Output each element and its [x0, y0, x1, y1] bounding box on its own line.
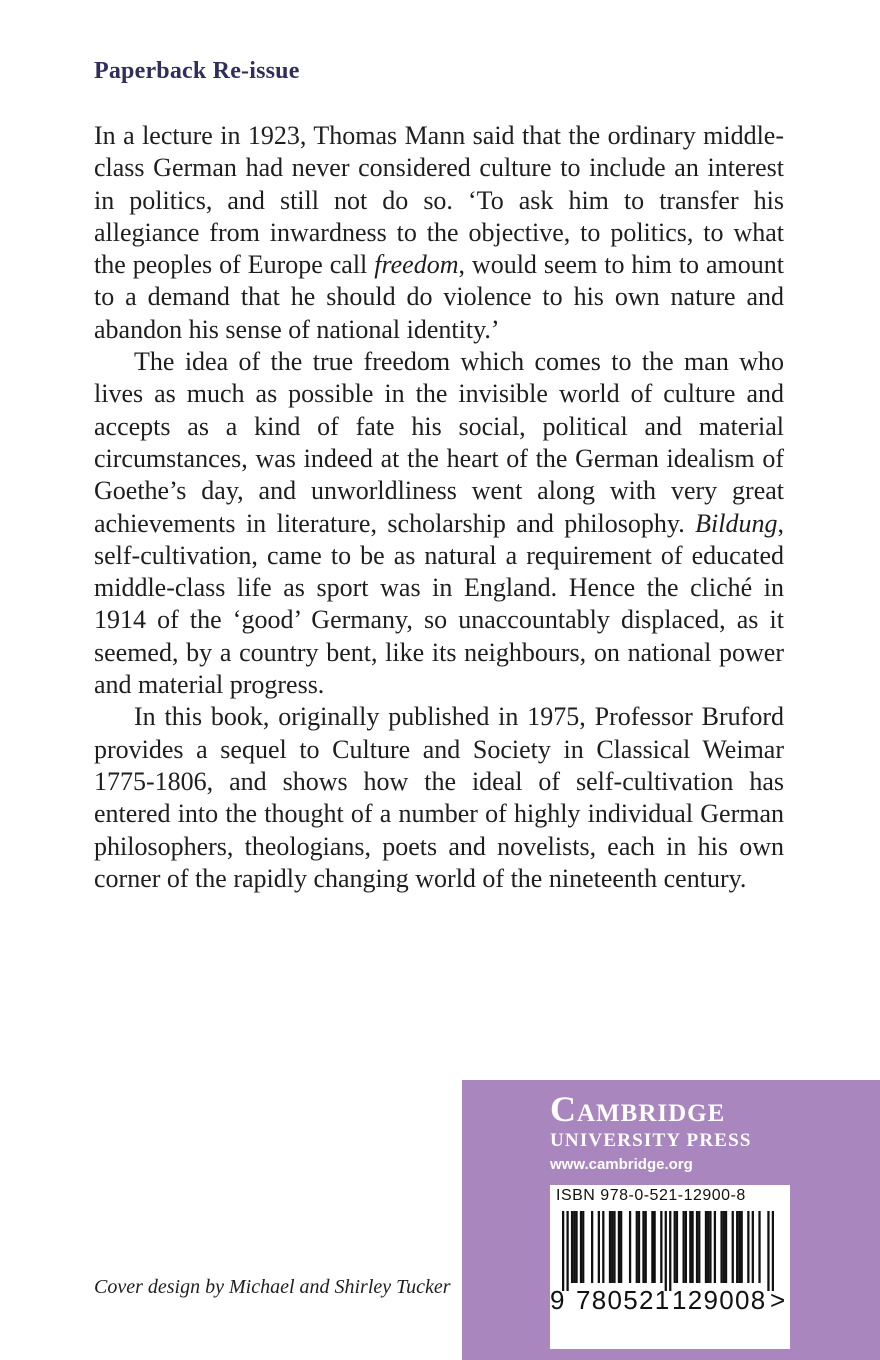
barcode-bar	[571, 1211, 573, 1283]
barcode-bar	[689, 1211, 691, 1283]
barcode-bar	[732, 1211, 734, 1283]
barcode-bar	[698, 1211, 700, 1283]
barcode-bar	[725, 1211, 727, 1283]
barcode-bar	[758, 1211, 760, 1283]
barcode-bar	[736, 1211, 738, 1283]
barcode-bar	[738, 1211, 740, 1283]
publisher-name: Cambridge	[550, 1089, 726, 1129]
barcode-bar	[714, 1211, 716, 1283]
blurb-paragraph-2	[94, 346, 784, 701]
barcode-bar	[709, 1211, 711, 1283]
barcode-bar	[653, 1211, 655, 1283]
barcode-bar	[613, 1211, 615, 1283]
barcode-bar	[573, 1211, 575, 1283]
barcode-bar	[707, 1211, 709, 1283]
barcode-bar	[602, 1211, 604, 1283]
barcode-bar	[651, 1211, 653, 1283]
publisher-subtitle: UNIVERSITY PRESS	[550, 1130, 752, 1151]
barcode-bar	[691, 1211, 693, 1283]
barcode-bar	[638, 1211, 640, 1283]
barcode-bar	[629, 1211, 631, 1283]
paragraph-2-italic-bildung: Bildung	[695, 508, 778, 538]
barcode-bar	[747, 1211, 749, 1283]
isbn-label: ISBN 978-0-521-12900-8	[556, 1187, 746, 1204]
barcode-bar	[580, 1211, 582, 1283]
barcode-bar	[767, 1211, 769, 1291]
page-heading: Paperback Re-issue	[94, 58, 300, 84]
blurb-paragraph-1	[94, 120, 784, 346]
barcode-bar	[741, 1211, 743, 1283]
barcode-bar	[618, 1211, 620, 1283]
barcode-bar	[674, 1211, 676, 1283]
barcode-bar	[752, 1211, 754, 1283]
barcode-bar	[645, 1211, 647, 1283]
barcode-bar	[660, 1211, 662, 1283]
paragraph-2-text-b: , self-cultivation, came to be as natural a requirement of educated middle-class life as sport was in England. Hence the cliché in 1914 of the ‘good’ Germany, so unaccountably displaced, as it seemed, by a country bent, like its neighbours, on national power and material progress.	[94, 508, 784, 700]
barcode-bar	[609, 1211, 611, 1283]
blurb-text	[94, 120, 784, 895]
isbn-barcode	[562, 1211, 774, 1291]
barcode-bar	[720, 1211, 722, 1283]
barcode-bar	[598, 1211, 600, 1283]
barcode-bar	[696, 1211, 698, 1283]
barcode-bar	[582, 1211, 584, 1283]
paragraph-1-text-b: , would seem to him to amount to a demand that he should do violence to his own nature and abandon his sense of national identity.’	[94, 250, 784, 344]
barcode-bar	[676, 1211, 678, 1283]
cover-design-credit: Cover design by Michael and Shirley Tucker	[94, 1276, 451, 1298]
publisher-panel	[462, 1080, 880, 1360]
barcode-bar	[772, 1211, 774, 1291]
barcode-bar	[566, 1211, 568, 1291]
barcode-bar	[705, 1211, 707, 1283]
barcode-bar	[562, 1211, 564, 1291]
barcode-bar	[683, 1211, 685, 1283]
barcode-quiet-mark: >	[770, 1285, 786, 1315]
barcode-bar	[611, 1211, 613, 1283]
barcode-bar	[620, 1211, 622, 1283]
paragraph-3-text: In this book, originally published in 1975, Professor Bruford provides a sequel to Culture and Society in Classical Weimar 1775-1806, and shows how the ideal of self-cultivation has entered into the thought of a number of highly individual German philosophers, theologians, poets and novelists, each in his own corner of the rapidly changing world of the nineteenth century.	[94, 702, 784, 893]
barcode-bar	[642, 1211, 644, 1283]
blurb-paragraph-3	[94, 701, 784, 895]
publisher-website: www.cambridge.org	[550, 1156, 693, 1173]
barcode-bar	[636, 1211, 638, 1283]
paragraph-1-text-a: In a lecture in 1923, Thomas Mann said that the ordinary middle-class German had never considered culture to include an interest in politics, and still not do so. ‘To ask him to transfer his allegiance from inwardness to the objective, to politics, to what the peoples of Europe call	[94, 121, 784, 280]
barcode-first-digit: 9	[550, 1285, 565, 1315]
barcode-bar	[685, 1211, 687, 1283]
barcode-bar	[591, 1211, 593, 1283]
barcode-bar	[575, 1211, 577, 1283]
barcode-bar	[665, 1211, 667, 1291]
paragraph-2-text-a: The idea of the true freedom which comes to the man who lives as much as possible in the invisible world of culture and accepts as a kind of fate his social, political and material circumstances, was indeed at the heart of the German idealism of Goethe’s day, and unworldliness went along with very great achievements in literature, scholarship and philosophy.	[94, 347, 784, 538]
barcode-right-digits: 129008	[672, 1285, 767, 1315]
barcode-bar	[723, 1211, 725, 1283]
barcode-box	[550, 1185, 790, 1349]
barcode-bar	[669, 1211, 671, 1291]
barcode-left-digits: 780521	[576, 1285, 671, 1315]
paragraph-1-italic-freedom: freedom	[374, 250, 459, 280]
